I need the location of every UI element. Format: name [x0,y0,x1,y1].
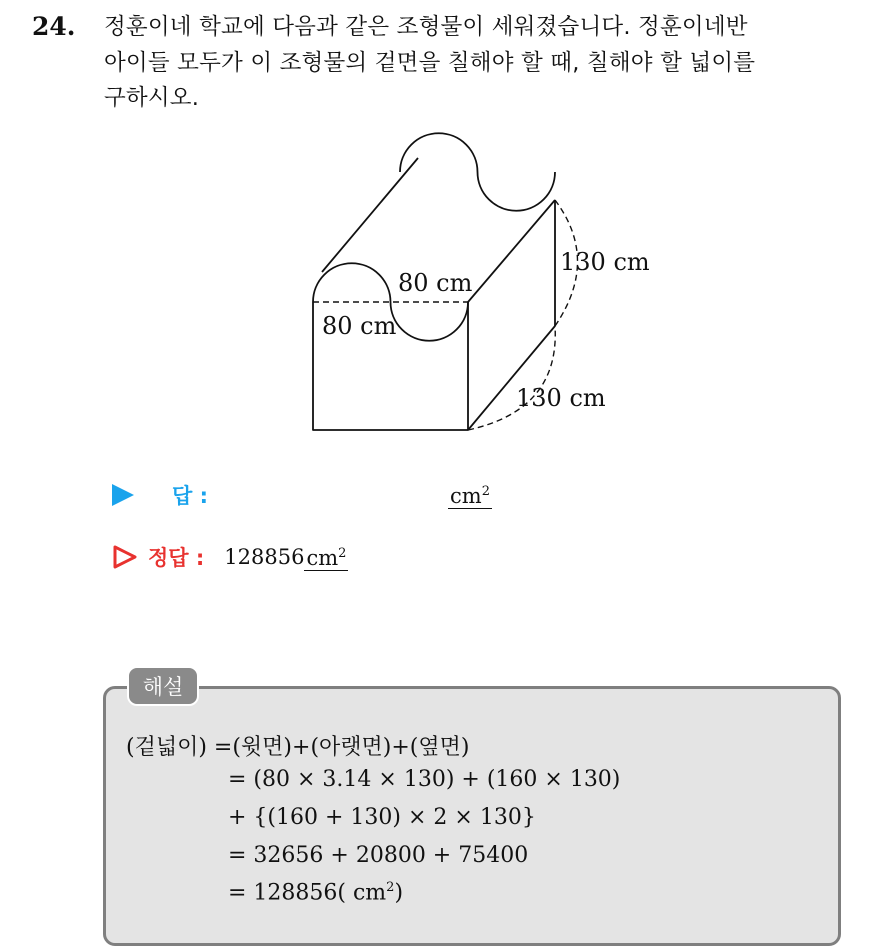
answer-label: 답 : [172,484,208,508]
solution-line: (겉넓이) =(윗면)+(아랫면)+(옆면) [126,735,470,760]
outline-arrow-icon [112,544,138,570]
solid-figure-diagram [0,0,884,470]
top-diameter-label: 80 cm [398,269,473,297]
play-arrow-icon [112,484,134,506]
front-cutout-arc [391,302,469,341]
front-diameter-label: 80 cm [322,312,397,340]
bottom-right-edge [468,326,555,430]
question-line: 정훈이네 학교에 다음과 같은 조형물이 세워졌습니다. 정훈이네반 [104,14,748,40]
correct-label: 정답 : [148,546,205,570]
depth-label: 130 cm [516,384,606,412]
correct-unit: $cm^2$ [304,543,348,571]
solution-line: + {(160 + 130) × 2 × 130} [228,805,536,830]
question-line: 아이들 모두가 이 조형물의 겉면을 칠해야 할 때, 칠해야 할 넓이를 [104,49,756,76]
solution-line: = 32656 + 20800 + 75400 [228,843,529,868]
correct-answer-row [112,540,348,574]
back-cutout-arc [478,172,556,211]
solution-line: = (80 × 3.14 × 130) + (160 × 130) [228,767,621,792]
right-top-edge [468,200,555,302]
answer-unit: $cm^2$ [448,481,492,509]
question-number: 24. [32,12,76,41]
correct-value: 128856 [224,545,305,569]
top-left-edge [322,158,418,272]
question-line: 구하시오. [104,85,200,111]
solution-tab: 해설 [127,666,199,706]
height-label: 130 cm [560,248,650,276]
solution-line-final: = 128856( $cm^2$) [228,880,404,906]
answer-row [112,478,492,512]
